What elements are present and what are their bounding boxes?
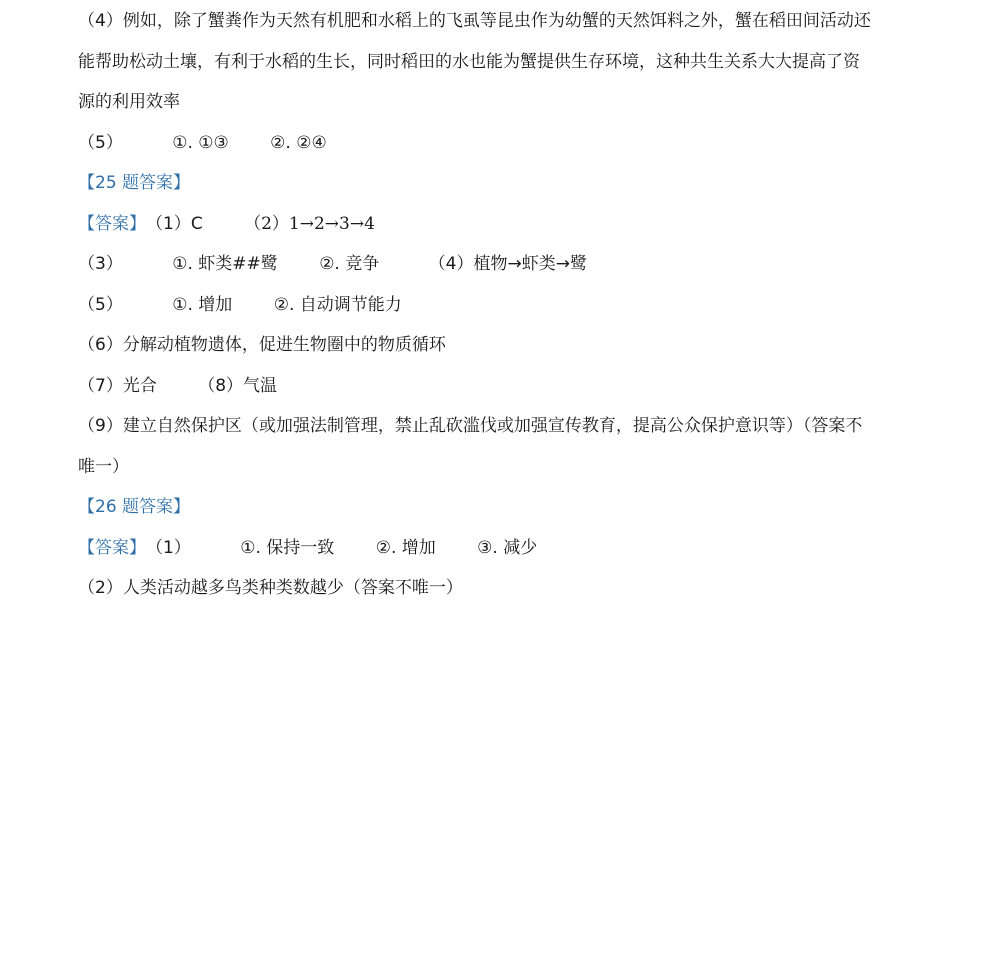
q26-answer-tag: 【答案】 [78, 538, 146, 558]
q25-answer-row-2 [78, 254, 924, 274]
q26-answer-row-1 [78, 538, 924, 558]
q25-p2: （2）1→2→3→4 [244, 214, 375, 234]
q24-p4-line3: 源的利用效率 [78, 92, 180, 112]
q26-heading: 【26 题答案】 [78, 497, 191, 517]
q24-p4-line2: 能帮助松动土壤，有利于水稻的生长，同时稻田的水也能为蟹提供生存环境，这种共生关系大大提高了资 [78, 52, 860, 72]
q25-p3-answer-1: ①. 虾类##鹭 [172, 254, 278, 274]
q25-p8: （8）气温 [198, 376, 278, 396]
q26-p2: （2）人类活动越多鸟类种类数越少（答案不唯一） [78, 578, 463, 598]
q25-p9-line1: （9）建立自然保护区（或加强法制管理，禁止乱砍滥伐或加强宣传教育，提高公众保护意识等）（答案不 [78, 416, 863, 436]
q25-answer-row-1 [78, 214, 924, 234]
q25-p5-answer-1: ①. 增加 [172, 295, 233, 315]
q25-p3-answer-2: ②. 竞争 [319, 254, 380, 274]
q26-p1-answer-2: ②. 增加 [375, 538, 436, 558]
q25-p1: （1）C [146, 214, 203, 234]
q25-p9-line2: 唯一） [78, 457, 129, 477]
q25-p4: （4）植物→虾类→鹭 [428, 254, 587, 274]
q25-answer-tag: 【答案】 [78, 214, 146, 234]
q24-p5-answer-1: ①. ①③ [172, 133, 229, 153]
q24-p4-line1: （4）例如，除了蟹粪作为天然有机肥和水稻上的飞虱等昆虫作为幼蟹的天然饵料之外，蟹在稻田间活动还 [78, 11, 871, 31]
q25-p7: （7）光合 [78, 376, 157, 396]
q26-p1-answer-3: ③. 减少 [477, 538, 538, 558]
q25-p6: （6）分解动植物遗体，促进生物圈中的物质循环 [78, 335, 446, 355]
q24-p5-label: （5） [78, 133, 123, 153]
q25-answer-row-5 [78, 376, 924, 396]
q25-p3-label: （3） [78, 254, 123, 274]
q24-p5-row [78, 133, 924, 153]
q26-p1-label: （1） [146, 538, 191, 558]
q24-p5-answer-2: ②. ②④ [270, 133, 327, 153]
q25-heading: 【25 题答案】 [78, 173, 191, 193]
q26-p1-answer-1: ①. 保持一致 [240, 538, 335, 558]
q25-answer-row-3 [78, 295, 924, 315]
q25-p5-answer-2: ②. 自动调节能力 [273, 295, 402, 315]
q25-p5-label: （5） [78, 295, 123, 315]
